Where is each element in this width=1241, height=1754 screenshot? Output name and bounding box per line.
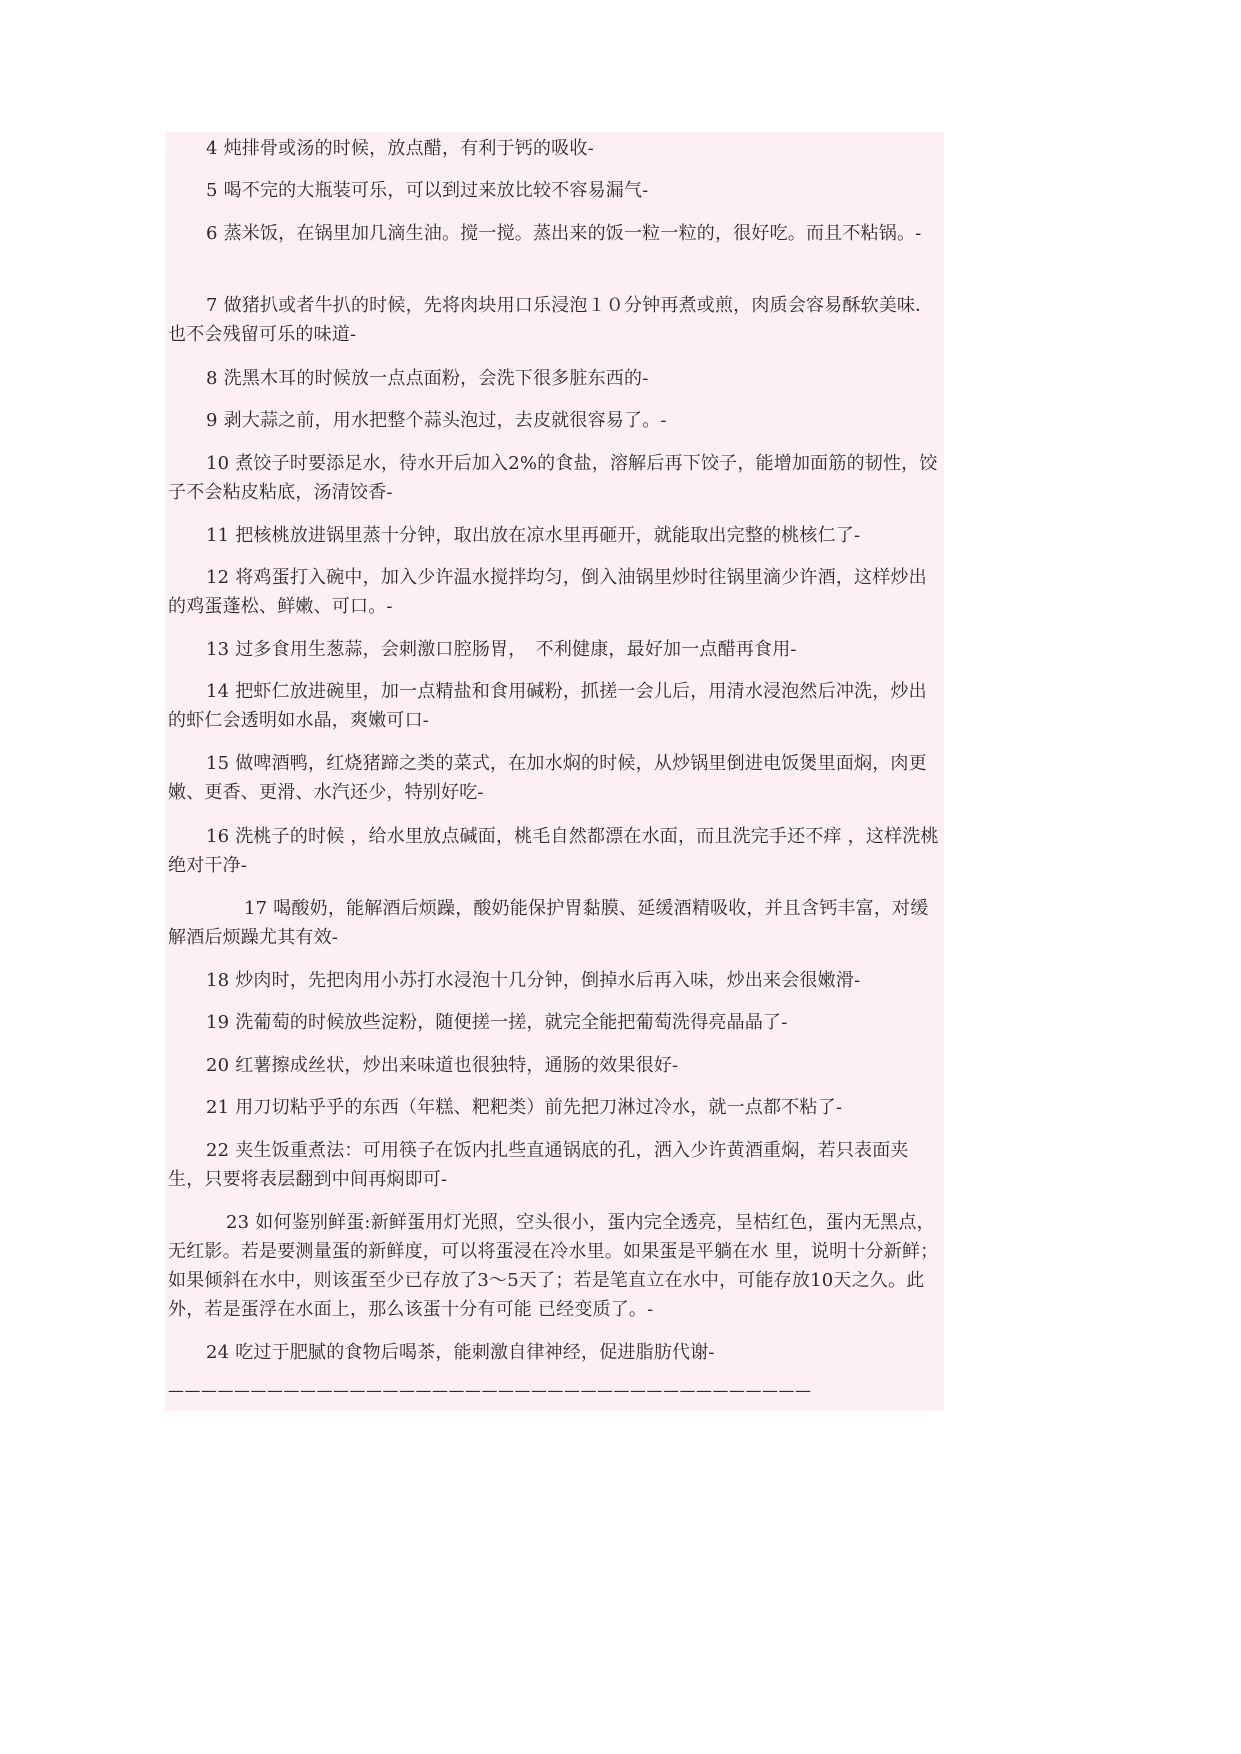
- tip-item-7: 7 做猪扒或者牛扒的时候，先将肉块用口乐浸泡１０分钟再煮或煎，肉质会容易酥软美味．也不会残留可乐的味道-: [168, 295, 934, 345]
- tip-item-15: 15 做啤酒鸭，红烧猪蹄之类的菜式，在加水焖的时候，从炒锅里倒进电饭煲里面焖，肉更嫩、更香、更滑、水汽还少，特别好吃-: [168, 753, 927, 803]
- tip-item-6: 6 蒸米饭，在锅里加几滴生油。搅一搅。蒸出来的饭一粒一粒的，很好吃。而且不粘锅。-: [206, 223, 922, 244]
- tip-item-17: 17 喝酸奶，能解酒后烦躁，酸奶能保护胃黏膜、延缓酒精吸收，并且含钙丰富，对缓解酒后烦躁尤其有效-: [168, 898, 929, 948]
- tip-item-9: 9 剥大蒜之前，用水把整个蒜头泡过，去皮就很容易了。-: [206, 410, 667, 431]
- tip-item-10: 10 煮饺子时要添足水，待水开后加入2%的食盐，溶解后再下饺子，能增加面筋的韧性，饺子不会粘皮粘底，汤清饺香-: [168, 453, 938, 503]
- dashed-divider: ———————————————————————————————————————: [168, 1381, 812, 1400]
- tip-item-18: 18 炒肉时，先把肉用小苏打水浸泡十几分钟，倒掉水后再入味，炒出来会很嫩滑-: [206, 970, 861, 991]
- tip-item-22: 22 夹生饭重煮法：可用筷子在饭内扎些直通锅底的孔，洒入少许黄酒重焖，若只表面夹生，只要将表层翻到中间再焖即可-: [168, 1140, 909, 1190]
- tip-item-19: 19 洗葡萄的时候放些淀粉，随便搓一搓，就完全能把葡萄洗得亮晶晶了-: [206, 1012, 788, 1033]
- tip-item-16: 16 洗桃子的时候 ，给水里放点碱面，桃毛自然都漂在水面，而且洗完手还不痒 ，这样洗桃绝对干净-: [168, 826, 939, 876]
- tip-item-12: 12 将鸡蛋打入碗中，加入少许温水搅拌均匀，倒入油锅里炒时往锅里滴少许酒，这样炒出的鸡蛋蓬松、鲜嫩、可口。-: [168, 567, 927, 617]
- tip-item-20: 20 红薯擦成丝状，炒出来味道也很独特，通肠的效果很好-: [206, 1055, 679, 1076]
- tip-item-8: 8 洗黑木耳的时候放一点点面粉，会洗下很多脏东西的-: [206, 368, 649, 389]
- tip-item-14: 14 把虾仁放进碗里，加一点精盐和食用碱粉，抓搓一会儿后，用清水浸泡然后冲洗，炒出的虾仁会透明如水晶，爽嫩可口-: [168, 681, 927, 731]
- tip-item-21: 21 用刀切粘乎乎的东西（年糕、粑粑类）前先把刀淋过冷水，就一点都不粘了-: [206, 1097, 843, 1118]
- tip-item-5: 5 喝不完的大瓶装可乐，可以到过来放比较不容易漏气-: [206, 180, 649, 201]
- tip-item-13: 13 过多食用生葱蒜，会刺激口腔肠胃， 不利健康，最好加一点醋再食用-: [206, 639, 797, 660]
- tip-item-4: 4 炖排骨或汤的时候，放点醋，有利于钙的吸收-: [206, 138, 594, 159]
- tip-item-11: 11 把核桃放进锅里蒸十分钟，取出放在凉水里再砸开，就能取出完整的桃核仁了-: [206, 525, 861, 546]
- tip-item-24: 24 吃过于肥腻的食物后喝茶，能刺激自律神经，促进脂肪代谢-: [206, 1342, 715, 1363]
- tip-item-23: 23 如何鉴别鲜蛋:新鲜蛋用灯光照，空头很小，蛋内完全透亮，呈桔红色，蛋内无黑点，无红影。若是要测量蛋的新鲜度，可以将蛋浸在冷水里。如果蛋是平躺在水 里，说明十分新鲜；如果倾斜在水中，则该蛋至少已存放了3～5天了；若是笔直立在水中，可能存放10天之久。此外，若是蛋浮在水面上，那么该蛋十分有可能 已经变质了。-: [168, 1212, 939, 1320]
